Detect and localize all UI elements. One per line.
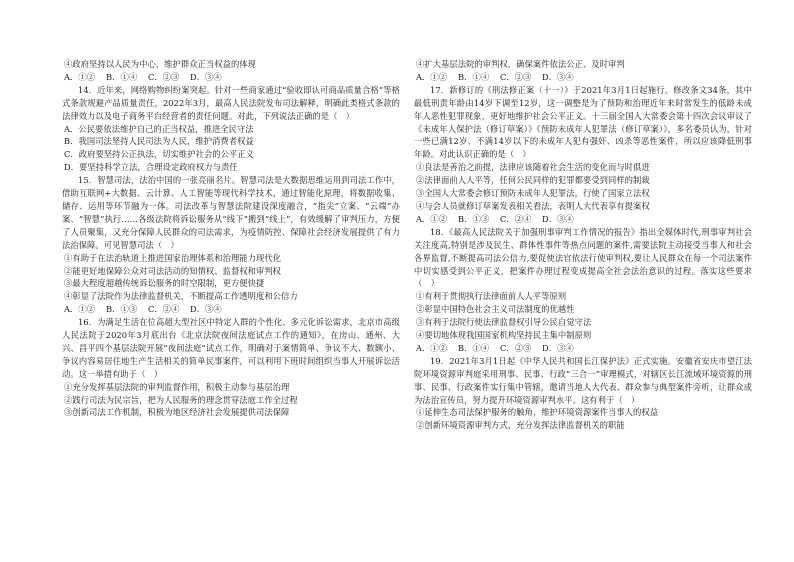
answer-choice: C．②④ [148, 304, 180, 315]
option-line: B．我国司法坚持人民司法为人民，维护消费者权益 [64, 136, 254, 147]
option-line: ③全国人大常委会修订预防未成年人犯罪法，行使了国家立法权 [416, 188, 650, 199]
answer-choice: C．②④ [500, 213, 532, 224]
option-line: ④与会人员就修订草案发表相关看法，表明人大代表享有提案权 [416, 200, 650, 211]
answer-choice: D．③④ [190, 71, 222, 82]
answer-choice: C．②③ [500, 71, 532, 82]
option-line: ①有助于在法治轨道上推进国家治理体系和治理能力现代化 [64, 252, 282, 263]
question-stem: 15．智慧司法，法治中国的一张亮丽名片。智慧司法是大数据思维运用到司法工作中，借助互联网+大数据、云计算、人工智能等现代科学技术，通过智能化原理，将数据收集、储存、运用等环节融为一体。司法改革与智慧法院建设深度融合，“指尖”立案、“云端”办案、“智慧”执行……各级法院将诉讼服务从“线下”搬到“线上”，有效缓解了审判压力，方便了人员聚集，又充分保障人民群众的司法需求，为疫情防控、保障社会经济发展提供了有力法治保障。可见智慧司法（ ） [62, 175, 400, 250]
option-line: ①有利于贯彻执行法律面前人人平等原则 [416, 291, 567, 302]
answer-choice: C．②③ [500, 342, 532, 353]
option-line: C．政府要坚持公正执法，切实维护社会的公平正义 [64, 149, 255, 160]
option-line: ③创新司法工作机制，积极为地区经济社会发展提供司法保障 [64, 407, 290, 418]
option-line: ④彰显了法院作为法律监督机关，不断提高工作透明度和公信力 [64, 291, 298, 302]
option-line: ②创新环境资源审判方式，充分发挥法律监督机关的职能 [416, 420, 625, 431]
right-column [414, 58, 752, 432]
option-line: ②践行司法为民宗旨，把为人民服务的理念贯穿法庭工作全过程 [64, 394, 298, 405]
answer-choice: D．③④ [542, 342, 574, 353]
left-column [62, 58, 400, 419]
answer-options [62, 303, 400, 316]
answer-options [414, 342, 752, 355]
answer-choice: B．①③ [106, 304, 138, 315]
question-stem: 17．新修订的《刑法修正案（十一）》于2021年3月1日起施行。修改条文34条，其中最低刑责年龄由14岁下调至12岁，这一调整是为了预防和治理近年来时常发生的低龄未成年人恶性犯罪现象，更好地维护社会公平正义。十三届全国人大常委会第十四次会议审议了《未成年人保护法（修订草案）》《预防未成年人犯罪法（修订草案）》，多名委员认为，针对一些已满12岁、不满14岁以下的未成年人犯有强奸、凶杀等恶性案件，所以应该降低刑事年龄。对此认识正确的是（ ） [414, 84, 752, 160]
answer-options [62, 71, 400, 84]
option-line: ②彰显中国特色社会主义司法制度的优越性 [416, 304, 575, 315]
option-line: ①延伸生态司法保护服务的触角，维护环境资源案件当事人的权益 [416, 407, 659, 418]
answer-choice: D．③④ [190, 304, 222, 315]
question-stem: 19．2021年3月1日起《中华人民共和国长江保护法》正式实施。安徽省安庆市望江法院环境资源审判庭采用刑事、民事、行政“三合一”审理模式，对辖区长江流域环境资源的刑事、民事、行政案件实行集中管辖，邀请当地人大代表、群众参与典型案件旁听，让群众成为法治宣传员，努力提升环境资源审判水平。这有利于（ ） [414, 355, 752, 405]
answer-choice: B．①④ [106, 71, 138, 82]
answer-choice: A．①② [416, 342, 448, 353]
question-stem: 16．为满足生活在位高超大型社区中特定人群的个性化、多元化诉讼需求，北京市高级人民法院于2020年3月底出台《北京法院夜间法庭试点工作的通知》，在房山、通州、大兴、昌平四个基层法院开展“夜间法庭”试点工作，明确对于案情简单、争议不大、数额小、争议内容易居住地生产生活相关的简单民事案件，可以利用下班时间组织当事人开展诉讼活动。这一举措有助于（ ） [62, 317, 400, 379]
question-stem: 18．《最高人民法院关于加强刑事审判工作情况的报告》指出全媒体时代,刑事审判社会关注度高,特别是涉及民生、群体性事件等热点问题的案件,需要法院主动接受当事人和社会各界监督,不断提高司法公信力,要促使法官依法行使审判权,要让人民群众在每一个司法案件中切实感受到公平正义，把案件办理过程变成提高全社会法治意识的过程。落实这些要求（ ） [414, 226, 752, 289]
answer-choice: C．②③ [148, 71, 180, 82]
option-line: ②法律面前人人平等，任何公民同样的犯罪都要受到同样的制裁 [416, 175, 650, 186]
answer-choice: A．①② [416, 213, 448, 224]
answer-options [414, 213, 752, 226]
answer-options [414, 71, 752, 84]
answer-choice: B．①③ [458, 213, 490, 224]
answer-choice: A．①② [64, 304, 96, 315]
answer-choice: B．①④ [458, 71, 490, 82]
answer-choice: D．③④ [542, 71, 574, 82]
option-line: ③有利于法院行使法律监督权引导公民自觉守法 [416, 317, 592, 328]
answer-choice: A．①② [416, 71, 448, 82]
option-line: ④要切地体现我国国家机构坚持民主集中制原则 [416, 330, 592, 341]
answer-choice: B．①④ [458, 342, 490, 353]
option-line: ①充分发挥基层法院的审判监督作用，积极主动参与基层治理 [64, 381, 290, 392]
option-line: ②能更好地保障公众对司法活动的知情权、监督权和审判权 [64, 265, 282, 276]
option-line: ①良法是善治之前提，法律应该随着社会生活的变化而与时俱进 [416, 162, 650, 173]
option-line: ④扩大基层法院的审判权，确保案件依法公正、及时审判 [416, 59, 625, 69]
option-line: A．公民要依法维护自己的正当权益，推进全民守法 [64, 123, 254, 134]
answer-choice: D．③④ [542, 213, 574, 224]
answer-choice: A．①② [64, 71, 96, 82]
option-line: ④政府坚持以人民为中心，维护群众正当权益的体现 [64, 59, 256, 69]
option-line: D．要坚持科学立法，合理设定政府权力与责任 [64, 162, 238, 173]
option-line: ③最大程度超越传统诉讼服务的时空限制，更方便快捷 [64, 278, 265, 289]
question-stem: 14．近年来，网络购物纠纷案突起。针对一些商家通过“验收即认可商品质量合格”等格式条款规避产品质量责任，2022年3月，最高人民法院发布司法解释，明确此类格式条款的法律效力以及电子商务平台经营者的责任问题。对此，下列说法正确的是（ ） [62, 84, 400, 121]
